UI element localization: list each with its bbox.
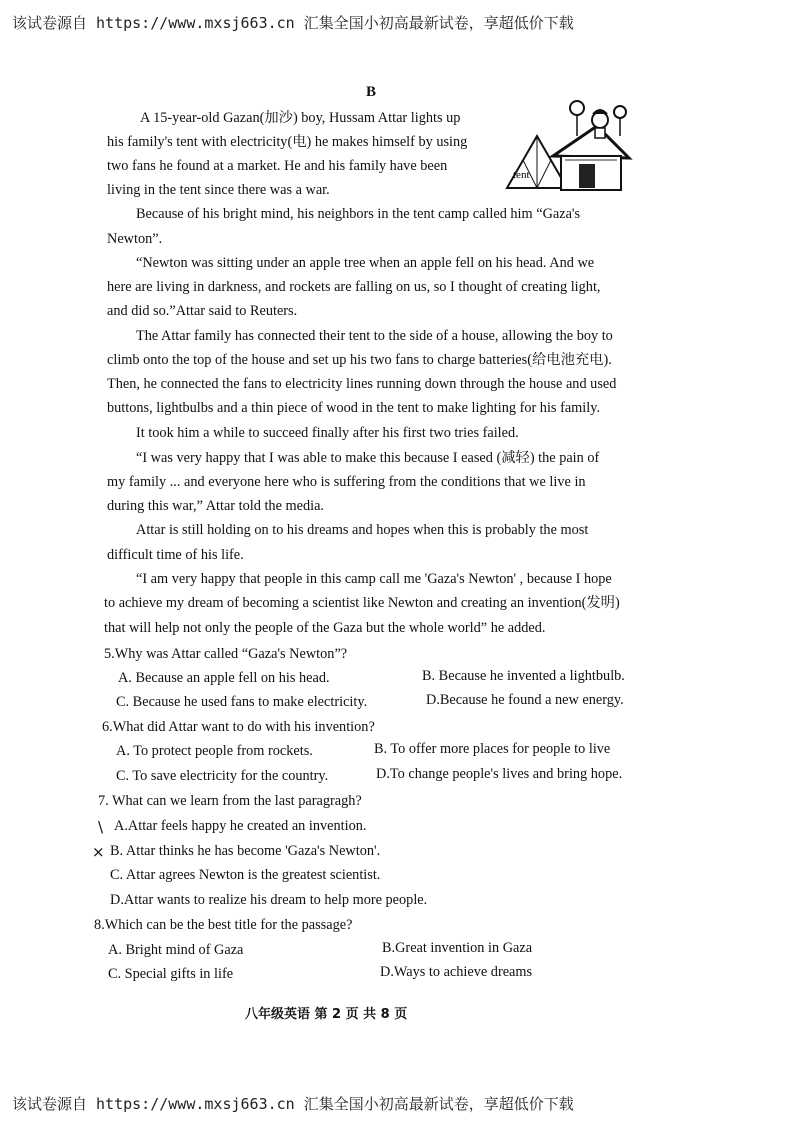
tent-house-illustration: [505, 96, 635, 196]
house-door: [579, 164, 595, 188]
passage-line: to achieve my dream of becoming a scientist like Newton and creating an invention(发明): [104, 595, 620, 611]
tent-label: tent: [513, 169, 530, 181]
question-5-option-c: C. Because he used fans to make electricity.: [116, 694, 368, 710]
question-7-option-b: B. Attar thinks he has become 'Gaza's Newton'.: [110, 843, 381, 859]
boy-head: [592, 112, 608, 128]
passage-line: his family's tent with electricity(电) he makes himself by using: [107, 134, 468, 150]
passage-line: Then, he connected the fans to electricity lines running down through the house and used: [107, 376, 617, 392]
fan-1: [570, 101, 584, 115]
question-8-option-d: D.Ways to achieve dreams: [380, 964, 533, 980]
passage-line: two fans he found at a market. He and his family have been: [107, 158, 448, 174]
passage-line: Because of his bright mind, his neighbors in the tent camp called him “Gaza's: [136, 206, 581, 222]
question-5-option-b: B. Because he invented a lightbulb.: [422, 668, 625, 684]
passage-line: and did so.”Attar said to Reuters.: [107, 303, 298, 319]
question-7-option-a: A.Attar feels happy he created an invention.: [114, 818, 367, 834]
passage-line: that will help not only the people of the Gaza but the whole world” he added.: [104, 620, 546, 636]
handwritten-cross-mark: ×: [92, 843, 105, 861]
question-6-option-b: B. To offer more places for people to live: [374, 741, 611, 757]
passage-line: here are living in darkness, and rockets are falling on us, so I thought of creating light,: [107, 279, 601, 295]
question-8-option-b: B.Great invention in Gaza: [382, 940, 533, 956]
passage-line: buttons, lightbulbs and a thin piece of wood in the tent to make lighting for his family.: [107, 400, 601, 416]
passage-line: “Newton was sitting under an apple tree when an apple fell on his head. And we: [136, 255, 595, 271]
question-7-stem: 7. What can we learn from the last paragragh?: [98, 793, 362, 809]
passage-line: The Attar family has connected their tent to the side of a house, allowing the boy to: [136, 328, 613, 344]
question-8-option-c: C. Special gifts in life: [108, 966, 234, 982]
fan-2: [614, 106, 626, 118]
question-5-option-a: A. Because an apple fell on his head.: [118, 670, 330, 686]
passage-line: “I am very happy that people in this camp call me 'Gaza's Newton' , because I hope: [136, 571, 612, 587]
passage-line: difficult time of his life.: [107, 547, 244, 563]
question-7-option-d: D.Attar wants to realize his dream to help more people.: [110, 892, 428, 908]
question-5-option-d: D.Because he found a new energy.: [426, 692, 624, 708]
question-8-option-a: A. Bright mind of Gaza: [108, 942, 244, 958]
bottom-banner: 该试卷源自 https://www.mxsj663.cn 汇集全国小初高最新试卷，享超低价下载: [12, 1095, 574, 1113]
passage-line: “I was very happy that I was able to make this because I eased (减轻) the pain of: [136, 450, 600, 466]
passage-line: living in the tent since there was a war.: [107, 182, 330, 198]
question-5-stem: 5.Why was Attar called “Gaza's Newton”?: [104, 646, 348, 662]
passage-line: climb onto the top of the house and set up his two fans to charge batteries(给电池充电).: [107, 352, 612, 368]
passage-line: during this war,” Attar told the media.: [107, 498, 325, 514]
question-7-option-c: C. Attar agrees Newton is the greatest scientist.: [110, 867, 381, 883]
question-6-stem: 6.What did Attar want to do with his invention?: [102, 719, 375, 735]
handwritten-slash-mark: \: [98, 818, 104, 836]
top-banner: 该试卷源自 https://www.mxsj663.cn 汇集全国小初高最新试卷，享超低价下载: [12, 14, 574, 32]
section-label: B: [366, 84, 377, 100]
question-6-option-d: D.To change people's lives and bring hope.: [376, 766, 623, 782]
question-6-option-a: A. To protect people from rockets.: [116, 743, 313, 759]
question-6-option-c: C. To save electricity for the country.: [116, 768, 329, 784]
passage-line: my family ... and everyone here who is suffering from the conditions that we live in: [107, 474, 586, 490]
passage-line: A 15-year-old Gazan(加沙) boy, Hussam Attar lights up: [140, 110, 461, 126]
passage-line: It took him a while to succeed finally after his first two tries failed.: [136, 425, 519, 441]
passage-line: Attar is still holding on to his dreams and hopes when this is probably the most: [136, 522, 589, 538]
question-8-stem: 8.Which can be the best title for the passage?: [94, 917, 353, 933]
passage-line: Newton”.: [107, 231, 163, 247]
page-footer: 八年级英语 第 2 页 共 8 页: [245, 1007, 408, 1022]
house-roof: [553, 126, 629, 158]
